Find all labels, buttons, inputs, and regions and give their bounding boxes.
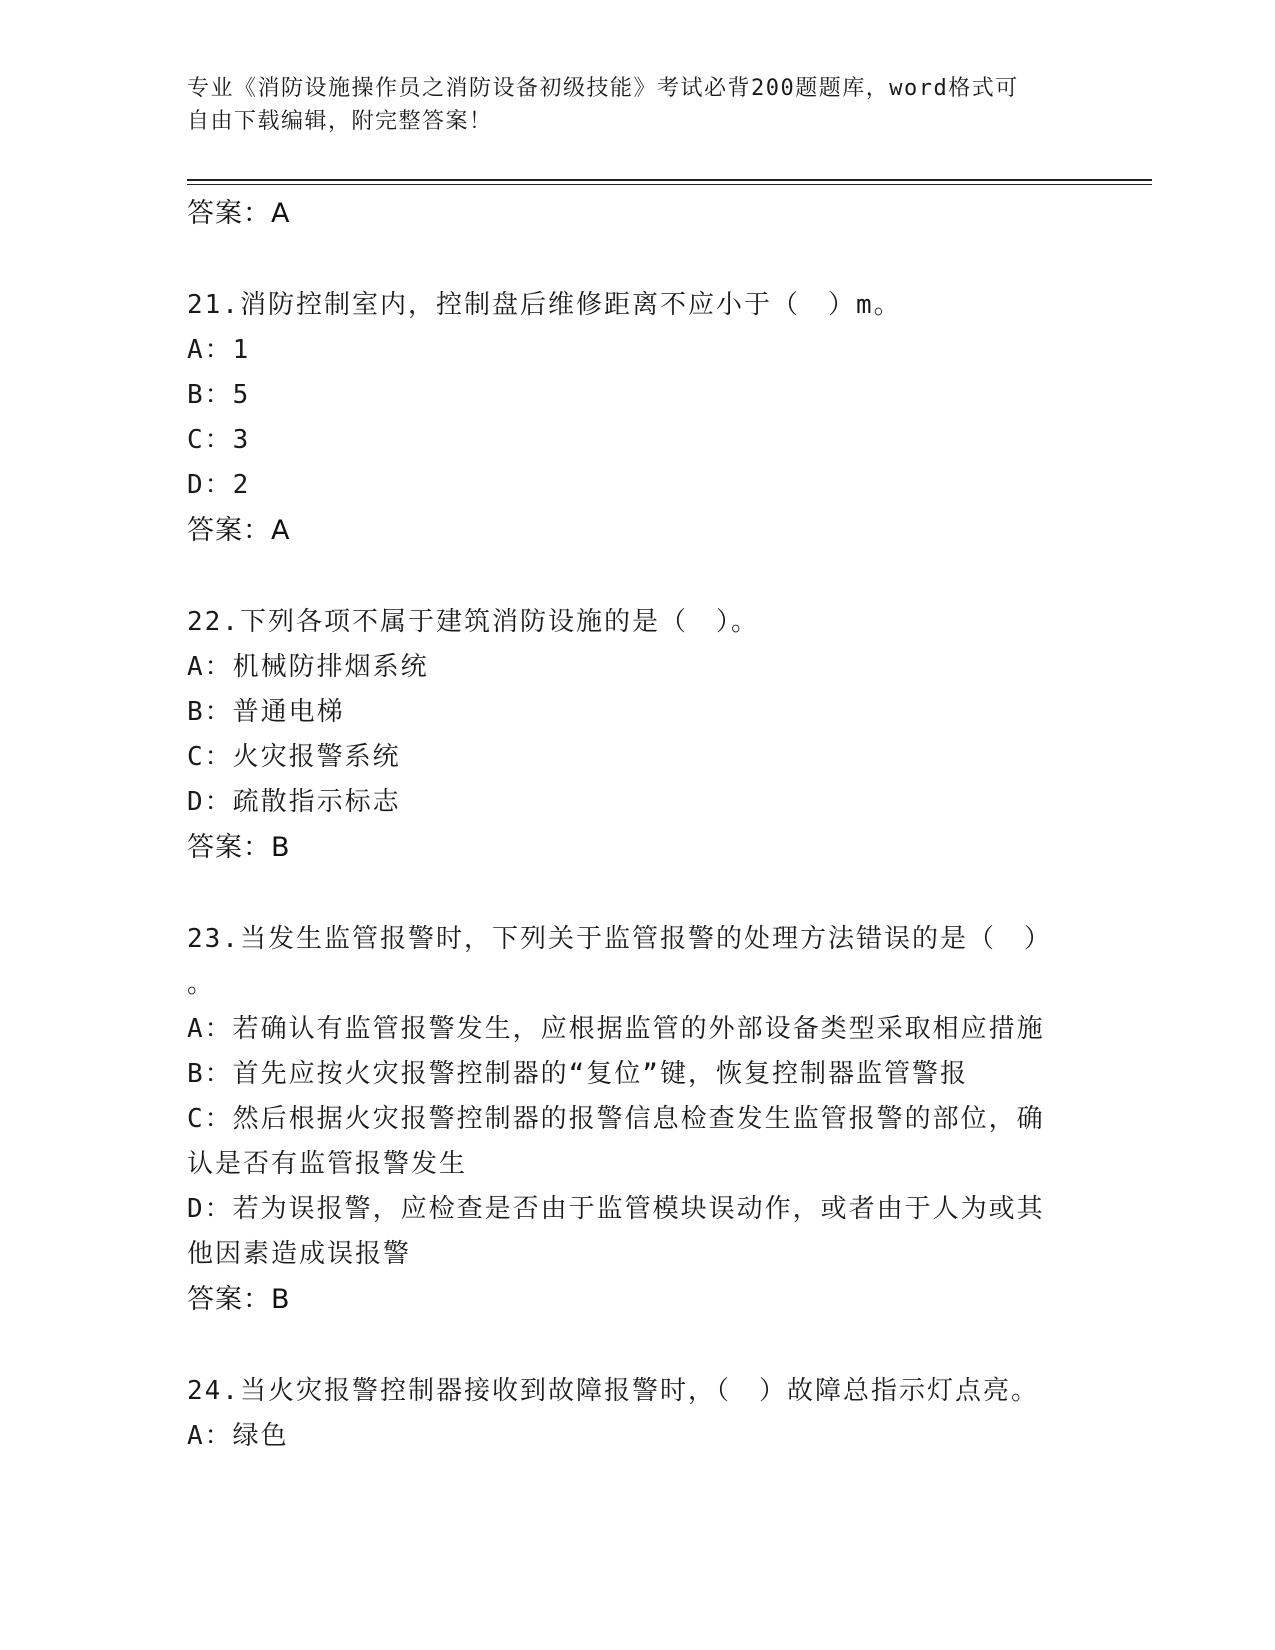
document-header bbox=[187, 72, 1067, 138]
option-a: A：绿色 bbox=[187, 1421, 289, 1451]
option-b: B：普通电梯 bbox=[187, 697, 345, 727]
option-c: C：火灾报警系统 bbox=[187, 742, 401, 772]
spacer bbox=[187, 236, 1072, 283]
question-21 bbox=[187, 283, 1072, 553]
question-stem-line-2: 。 bbox=[187, 969, 216, 999]
answer: 答案：B bbox=[187, 832, 291, 863]
question-24 bbox=[187, 1369, 1072, 1459]
answer: 答案：A bbox=[187, 515, 291, 546]
option-c: C：3 bbox=[187, 425, 251, 455]
option-c-line-1: C：然后根据火灾报警控制器的报警信息检查发生监管报警的部位，确 bbox=[187, 1104, 1045, 1134]
option-a: A：若确认有监管报警发生，应根据监管的外部设备类型采取相应措施 bbox=[187, 1014, 1045, 1044]
answer: 答案：B bbox=[187, 1284, 291, 1315]
header-line-2: 自由下载编辑，附完整答案！ bbox=[187, 109, 493, 134]
spacer bbox=[187, 1322, 1072, 1369]
option-b: B：5 bbox=[187, 380, 251, 410]
spacer bbox=[187, 553, 1072, 600]
option-c-line-2: 认是否有监管报警发生 bbox=[187, 1149, 468, 1179]
question-22 bbox=[187, 600, 1072, 870]
header-rule-thick bbox=[187, 179, 1152, 181]
spacer bbox=[187, 870, 1072, 917]
question-stem-line-1: 23.当发生监管报警时，下列关于监管报警的处理方法错误的是（ ） bbox=[187, 924, 1052, 954]
question-stem: 24.当火灾报警控制器接收到故障报警时，（ ）故障总指示灯点亮。 bbox=[187, 1376, 1039, 1406]
option-d-line-1: D：若为误报警，应检查是否由于监管模块误动作，或者由于人为或其 bbox=[187, 1194, 1045, 1224]
question-stem: 21.消防控制室内，控制盘后维修距离不应小于（ ）m。 bbox=[187, 290, 902, 320]
previous-answer: 答案：A bbox=[187, 198, 291, 229]
question-stem: 22.下列各项不属于建筑消防设施的是（ ）。 bbox=[187, 607, 759, 637]
option-d-line-2: 他因素造成误报警 bbox=[187, 1239, 412, 1269]
header-line-1: 专业《消防设施操作员之消防设备初级技能》考试必背200题题库，word格式可 bbox=[187, 76, 1019, 101]
question-23 bbox=[187, 917, 1072, 1322]
header-rule-thin bbox=[187, 184, 1152, 185]
option-a: A：机械防排烟系统 bbox=[187, 652, 429, 682]
option-d: D：2 bbox=[187, 470, 251, 500]
option-a: A：1 bbox=[187, 335, 251, 365]
option-d: D：疏散指示标志 bbox=[187, 787, 401, 817]
question-list bbox=[187, 191, 1072, 1459]
option-b: B：首先应按火灾报警控制器的“复位”键，恢复控制器监管警报 bbox=[187, 1059, 968, 1089]
